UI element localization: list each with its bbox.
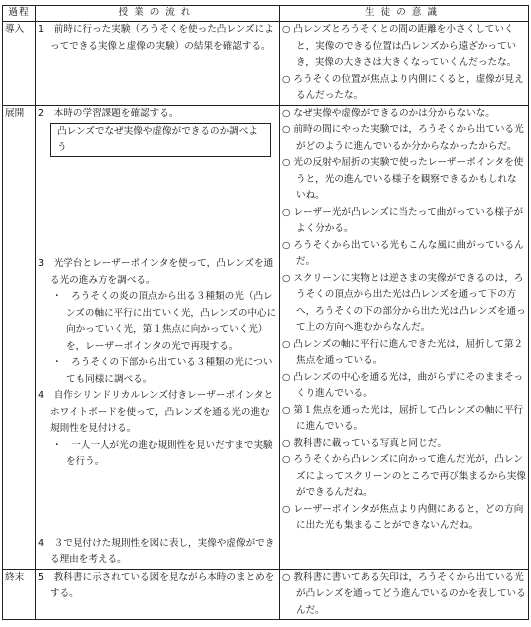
activity-4a-sub-1: ・ 一人一人が光の進む規則性を見いだすまで実験を行う。	[52, 439, 273, 467]
thought: ○ 教科書に書いてある矢印は，ろうそくから出ている光が凸レンズを通ってどう進んでいるのかを表しているんだ。	[282, 571, 526, 616]
thought: ○ なぜ実像や虚像ができるのかは分からないな。	[282, 107, 495, 119]
thought: ○ 凸レンズとろうそくとの間の距離を小さくしていくと，実像のできる位置は凸レンズから遠ざかっていき，実像の大きさは大きくなっていくんだったな。	[282, 24, 517, 68]
thought: ○ ろうそくから出ている光もこんな風に曲がっているんだ。	[282, 239, 524, 267]
activity-3-sub-1: ・ ろうそくの炎の頂点から出る３種類の光（凸レンズの軸に平行に出ていく光，凸レンズの中心に向かっていく光，第１焦点に向かっていく光）を，レーザーポインタの光で再現する。	[52, 291, 277, 352]
stage-closing: 終末	[3, 569, 36, 620]
intro-thoughts-cell	[280, 22, 529, 106]
closing-thoughts-cell	[280, 569, 529, 620]
thought: ○ 光の反射や屈折の実験で使ったレーザーポインタを使うと，光の進んでいる様子を観察できるかもしれないね。	[282, 157, 524, 201]
thought: ○ 第１焦点を通った光は，屈折して凸レンズの軸に平行に進んでいる。	[282, 404, 524, 432]
development-thoughts-cell	[280, 105, 529, 569]
lesson-goal-box: 凸レンズでなぜ実像や虚像ができるのか調べよう	[50, 123, 271, 157]
activity-4b: 4 ３で見付けた規則性を図に表し，実像や虚像ができる理由を考える。	[38, 537, 275, 565]
header-stage: 過程	[3, 6, 36, 22]
header-thoughts: 生徒の意識	[280, 6, 529, 22]
activity-4a: 4 自作シリンドリカルレンズ付きレーザーポインタとホワイトボードを使って，凸レンズを通る光の進む規則性を見付ける。	[38, 390, 274, 434]
thought: ○ レーザー光が凸レンズに当たって曲がっている様子がよく分かる。	[282, 206, 524, 234]
thought: ○ 凸レンズの軸に平行に進んできた光は，屈折して第２焦点を通っている。	[282, 338, 524, 366]
header-row	[3, 6, 529, 22]
lesson-plan-table	[2, 5, 529, 620]
thought: ○ ろうそくから凸レンズに向かって進んだ光が，凸レンズによってスクリーンのところで再び集まるから実像ができるんだね。	[282, 454, 526, 498]
thought: ○ 教科書に載っている写真と同じだ。	[282, 437, 447, 449]
thought: ○ 前時の間にやった実験では，ろうそくから出ている光がどのように進んでいるか分からなかったからだ。	[282, 124, 524, 152]
section-development	[3, 105, 529, 569]
activity-3: 3 光学台とレーザーポインタを使って，凸レンズを通る光の進み方を調べる。	[38, 258, 274, 286]
thought: ○ ろうそくの位置が焦点より内側にくると，虚像が見えるんだったな。	[282, 73, 524, 101]
stage-intro: 導入	[3, 22, 36, 106]
thought: ○ 凸レンズの中心を通る光は，曲がらずにそのままそっくり進んでいる。	[282, 371, 524, 399]
section-closing	[3, 569, 529, 620]
intro-activity-cell	[36, 22, 280, 106]
closing-activity-cell	[36, 569, 280, 620]
intro-activity: 1 前時に行った実験（ろうそくを使った凸レンズによってできる実像と虚像の実験）の結果を確認する。	[38, 24, 274, 52]
activity-2: 2 本時の学習課題を確認する。	[38, 107, 179, 119]
header-flow: 授業の流れ	[36, 6, 280, 22]
stage-development: 展開	[3, 105, 36, 569]
closing-activity: 5 教科書に示されている図を見ながら本時のまとめをする。	[38, 571, 275, 599]
section-intro	[3, 22, 529, 106]
activity-3-sub-2: ・ ろうそくの下部から出ている３種類の光についても同様に調べる。	[52, 357, 273, 385]
thought: ○ レーザーポインタが焦点より内側にあると，どの方向に出た光も集まることができないんだね。	[282, 503, 524, 531]
thought: ○ スクリーンに実物とは逆さまの実像ができるのは，ろうそくの頂点から出た光は凸レンズを通って下の方へ，ろうそくの下の部分から出た光は凸レンズを通って上の方向へ進むからなんだ。	[282, 272, 526, 333]
development-activity-cell	[36, 105, 280, 569]
